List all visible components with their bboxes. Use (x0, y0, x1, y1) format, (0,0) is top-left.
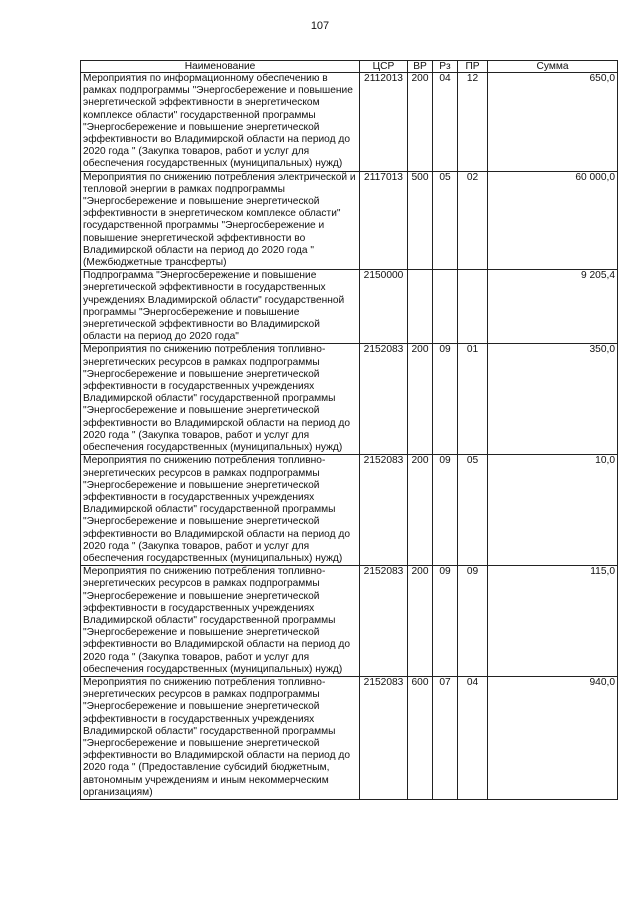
header-rz: Рз (433, 61, 458, 73)
row-pr: 09 (458, 566, 488, 677)
row-pr: 12 (458, 73, 488, 172)
table-row (81, 73, 618, 172)
row-rz: 09 (433, 455, 458, 566)
row-rz: 04 (433, 73, 458, 172)
row-rz: 07 (433, 676, 458, 799)
header-pr: ПР (458, 61, 488, 73)
row-rz: 05 (433, 171, 458, 270)
table-row (81, 566, 618, 677)
row-vr: 600 (408, 676, 433, 799)
row-vr: 500 (408, 171, 433, 270)
row-csr: 2117013 (360, 171, 408, 270)
table-row (81, 455, 618, 566)
row-name: Мероприятия по снижению потребления топливно-энергетических ресурсов в рамках подпрограммы "Энергосбережение и повышение энергетической эффективности в государственных учреждениях Владимирской области" государственной программы "Энергосбережение и повышение энергетической эффективности во Владимирской области на период до 2020 года " (Закупка товаров, работ и услуг для обеспечения государственных (муниципальных) нужд) (81, 566, 360, 677)
row-rz: 09 (433, 344, 458, 455)
row-name: Подпрограмма "Энергосбережение и повышение энергетической эффективности в государственных учреждениях Владимирской области" государственной программы "Энергосбережение и повышение энергетической эффективности во Владимирской области на период до 2020 года" (81, 270, 360, 344)
row-sum: 10,0 (488, 455, 618, 566)
row-pr: 01 (458, 344, 488, 455)
row-vr: 200 (408, 73, 433, 172)
row-vr: 200 (408, 344, 433, 455)
row-vr: 200 (408, 566, 433, 677)
row-csr: 2152083 (360, 566, 408, 677)
row-sum: 115,0 (488, 566, 618, 677)
header-sum: Сумма (488, 61, 618, 73)
row-name: Мероприятия по снижению потребления топливно-энергетических ресурсов в рамках подпрограммы "Энергосбережение и повышение энергетической эффективности в государственных учреждениях Владимирской области" государственной программы "Энергосбережение и повышение энергетической эффективности во Владимирской области на период до 2020 года " (Предоставление субсидий бюджетным, автономным учреждениям и иным некоммерческим организациям) (81, 676, 360, 799)
row-pr: 02 (458, 171, 488, 270)
row-sum: 60 000,0 (488, 171, 618, 270)
table-header-row (81, 61, 618, 73)
row-name: Мероприятия по снижению потребления топливно-энергетических ресурсов в рамках подпрограммы "Энергосбережение и повышение энергетической эффективности в государственных учреждениях Владимирской области" государственной программы "Энергосбережение и повышение энергетической эффективности во Владимирской области на период до 2020 года " (Закупка товаров, работ и услуг для обеспечения государственных (муниципальных) нужд) (81, 455, 360, 566)
row-pr: 04 (458, 676, 488, 799)
row-rz: 09 (433, 566, 458, 677)
header-csr: ЦСР (360, 61, 408, 73)
row-sum: 9 205,4 (488, 270, 618, 344)
row-csr: 2152083 (360, 676, 408, 799)
row-rz (433, 270, 458, 344)
row-csr: 2152083 (360, 455, 408, 566)
table-row (81, 171, 618, 270)
row-csr: 2112013 (360, 73, 408, 172)
table-row (81, 344, 618, 455)
row-sum: 350,0 (488, 344, 618, 455)
row-vr (408, 270, 433, 344)
row-name: Мероприятия по снижению потребления электрической и тепловой энергии в рамках подпрограммы "Энергосбережение и повышение энергетической эффективности в энергетическом комплексе области" государственной программы "Энергосбережение и повышение энергетической эффективности во Владимирской области на период до 2020 года " (Межбюджетные трансферты) (81, 171, 360, 270)
row-csr: 2150000 (360, 270, 408, 344)
row-pr: 05 (458, 455, 488, 566)
table-row (81, 270, 618, 344)
row-vr: 200 (408, 455, 433, 566)
row-csr: 2152083 (360, 344, 408, 455)
row-name: Мероприятия по снижению потребления топливно-энергетических ресурсов в рамках подпрограммы "Энергосбережение и повышение энергетической эффективности в государственных учреждениях Владимирской области" государственной программы "Энергосбережение и повышение энергетической эффективности во Владимирской области на период до 2020 года " (Закупка товаров, работ и услуг для обеспечения государственных (муниципальных) нужд) (81, 344, 360, 455)
row-sum: 940,0 (488, 676, 618, 799)
budget-table (80, 60, 618, 800)
row-name: Мероприятия по информационному обеспечению в рамках подпрограммы "Энергосбережение и повышение энергетической эффективности в энергетическом комплексе области" государственной программы "Энергосбережение и повышение энергетической эффективности во Владимирской области на период до 2020 года " (Закупка товаров, работ и услуг для обеспечения государственных (муниципальных) нужд) (81, 73, 360, 172)
header-name: Наименование (81, 61, 360, 73)
header-vr: ВР (408, 61, 433, 73)
page-number: 107 (310, 20, 330, 32)
table-row (81, 676, 618, 799)
row-sum: 650,0 (488, 73, 618, 172)
row-pr (458, 270, 488, 344)
